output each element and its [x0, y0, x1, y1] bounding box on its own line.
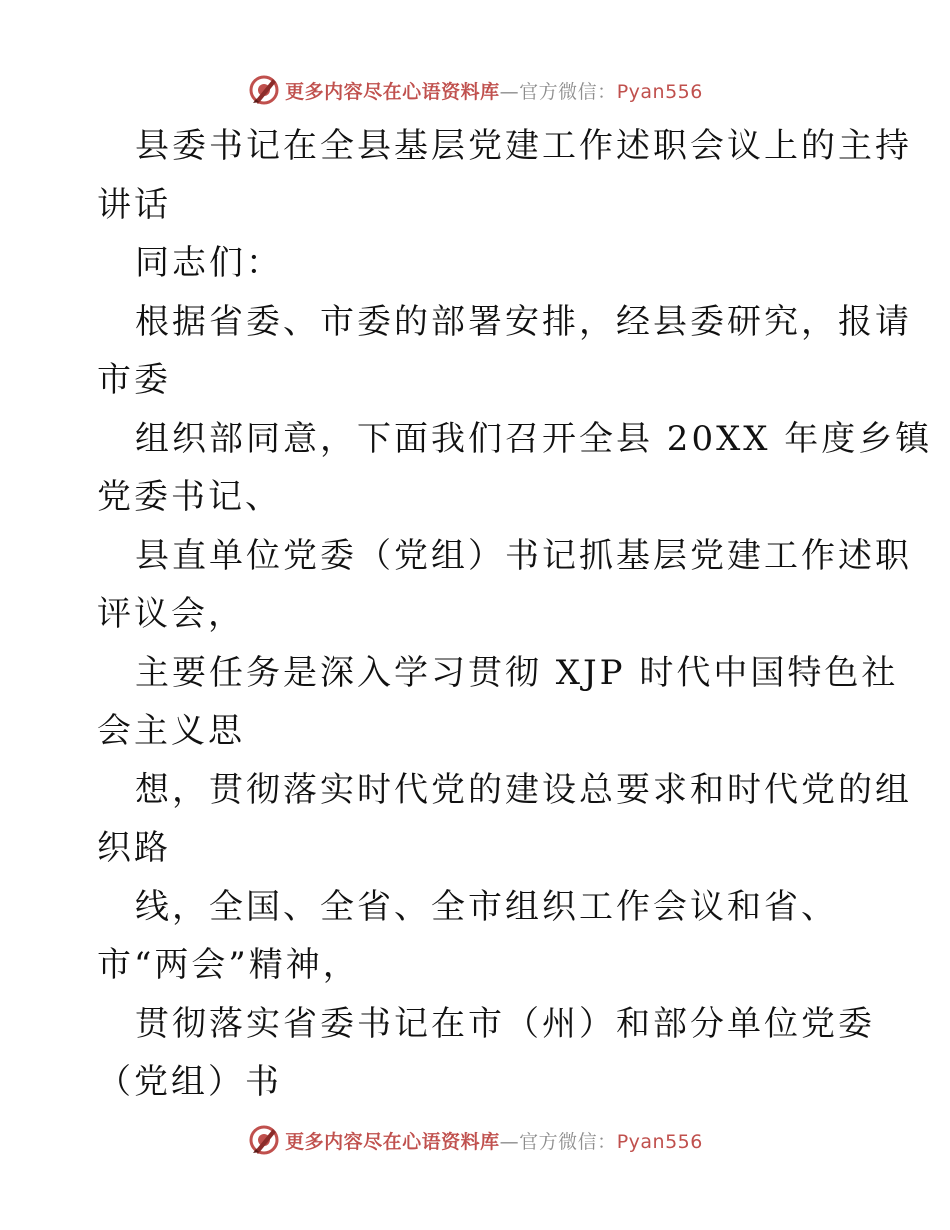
banner-main-text: 更多内容尽在心语资料库 — [285, 80, 500, 103]
doc-line: 市“两会”精神， — [97, 945, 360, 985]
doc-line: 评议会， — [97, 594, 245, 634]
banner-wechat-id: Pyan556 — [616, 1130, 703, 1153]
doc-line: 线，全国、全省、全市组织工作会议和省、 — [135, 886, 838, 927]
banner-dash: — — [499, 80, 520, 103]
doc-line: 织路 — [97, 828, 171, 868]
doc-line: 讲话 — [97, 184, 171, 225]
document-body — [97, 117, 933, 1112]
pen-logo-icon — [247, 73, 281, 107]
doc-line: 根据省委、市委的部署安排，经县委研究，报请 — [135, 301, 912, 342]
pen-logo-icon — [247, 1123, 281, 1157]
doc-line: 县直单位党委（党组）书记抓基层党建工作述职 — [135, 535, 912, 576]
doc-line: 会主义思 — [97, 711, 245, 751]
banner-wechat-label: 官方微信： — [519, 1130, 617, 1153]
doc-line: 主要任务是深入学习贯彻 XJP 时代中国特色社 — [135, 652, 899, 693]
footer-banner — [0, 1120, 950, 1160]
banner-wechat-label: 官方微信： — [519, 80, 617, 103]
header-banner — [0, 70, 950, 110]
banner-main-text: 更多内容尽在心语资料库 — [285, 1130, 500, 1153]
banner-dash: — — [499, 1130, 520, 1153]
doc-line: 党委书记、 — [97, 477, 282, 517]
doc-line: 想，贯彻落实时代党的建设总要求和时代党的组 — [135, 769, 912, 810]
doc-line: 贯彻落实省委书记在市（州）和部分单位党委 — [135, 1003, 875, 1044]
doc-line: 市委 — [97, 360, 171, 400]
doc-line: 组织部同意，下面我们召开全县 20XX 年度乡镇 — [135, 418, 933, 459]
banner-wechat-id: Pyan556 — [616, 80, 703, 103]
doc-line: 县委书记在全县基层党建工作述职会议上的主持 — [135, 126, 912, 166]
doc-line: （党组）书 — [97, 1062, 282, 1102]
doc-line: 同志们： — [135, 243, 283, 283]
